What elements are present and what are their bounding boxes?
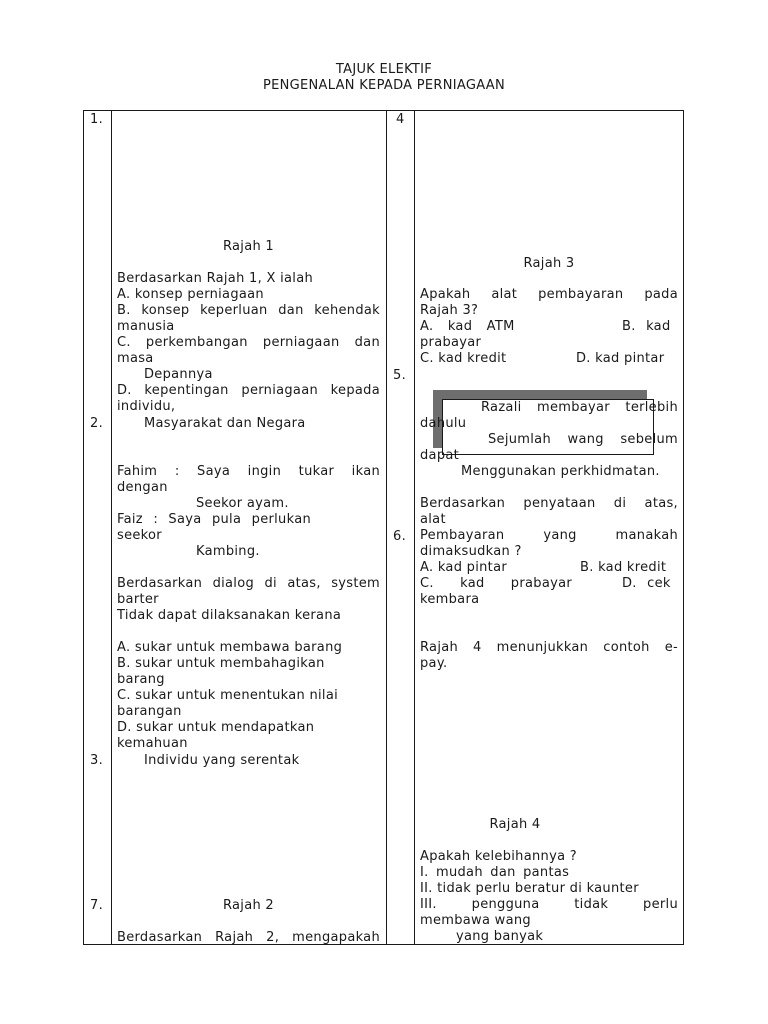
q2-option-a: A. sukar untuk membawa barang: [117, 640, 343, 655]
q5-stem-line2: alat: [420, 512, 446, 527]
q5-statement-line2: dahulu: [420, 416, 467, 431]
q1-stem: Berdasarkan Rajah 1, X ialah: [117, 271, 314, 286]
q5-option-c: C. kad prabayar: [420, 576, 572, 591]
q1-option-c-line3: Depannya: [144, 367, 213, 382]
q1-option-b-line2: manusia: [117, 319, 175, 334]
q5-option-d-line1: D. cek: [622, 576, 671, 591]
q1-option-d-line1: D. kepentingan perniagaan kepada: [117, 383, 380, 398]
q1-option-b-line1: B. konsep keperluan dan kehendak: [117, 303, 380, 318]
q5-option-d-line2: kembara: [420, 592, 480, 607]
q5-option-b: B. kad kredit: [580, 560, 667, 575]
q4-option-b-line1: B. kad: [622, 319, 671, 334]
q2-option-d-line2: kemahuan: [117, 736, 188, 751]
q4-option-d: D. kad pintar: [576, 351, 665, 366]
q2-stem-line3: Tidak dapat dilaksanakan kerana: [117, 608, 342, 623]
q1-option-c-line2: masa: [117, 351, 154, 366]
q1-option-c-line1: C. perkembangan perniagaan dan: [117, 335, 380, 350]
q2-option-d-line3: Individu yang serentak: [144, 753, 300, 768]
q5-statement-line1: Razali membayar terlebih: [481, 400, 678, 415]
column-divider-1: [111, 110, 112, 945]
q2-option-b-line2: barang: [117, 672, 165, 687]
q2-dialog-faiz-line1: Faiz : Saya pula perlukan: [117, 512, 311, 527]
q2-option-b-line1: B. sukar untuk membahagikan: [117, 656, 325, 671]
question-number-3: 3.: [90, 753, 104, 768]
q2-dialog-fahim-line1: Fahim : Saya ingin tukar ikan: [117, 464, 380, 479]
q6-statement-iii-line3: yang banyak: [456, 929, 544, 944]
q6-stem-line2: pay.: [420, 656, 448, 671]
q6-statement-iii-line1: III. pengguna tidak perlu: [420, 897, 678, 912]
q2-dialog-faiz-line3: Kambing.: [196, 544, 260, 559]
q5-stem-line1: Berdasarkan penyataan di atas,: [420, 496, 678, 511]
q4-stem-line1: Apakah alat pembayaran pada: [420, 287, 678, 302]
question-number-5: 5.: [393, 368, 407, 383]
q5-stem-line4: dimaksudkan ?: [420, 544, 522, 559]
q5-statement-line3: Sejumlah wang sebelum: [488, 432, 678, 447]
rajah-1-caption: Rajah 1: [222, 239, 275, 254]
q2-stem-line2: barter: [117, 592, 159, 607]
q6-statement-ii: II. tidak perlu beratur di kaunter: [420, 881, 639, 896]
q5-stem-line3: Pembayaran yang manakah: [420, 528, 678, 543]
q4-option-c: C. kad kredit: [420, 351, 507, 366]
q2-option-d-line1: D. sukar untuk mendapatkan: [117, 720, 315, 735]
rajah-3-caption: Rajah 3: [523, 256, 575, 271]
q2-dialog-fahim-line2: dengan: [117, 480, 168, 495]
q2-option-c-line1: C. sukar untuk menentukan nilai: [117, 688, 339, 703]
q5-statement-line4: dapat: [420, 448, 460, 463]
q6-statement-i: I. mudah dan pantas: [420, 865, 570, 880]
q2-stem-line1: Berdasarkan dialog di atas, system: [117, 576, 380, 591]
q2-dialog-faiz-line2: seekor: [117, 528, 162, 543]
q6-stem-line1: Rajah 4 menunjukkan contoh e-: [420, 640, 678, 655]
q5-statement-line5: Menggunakan perkhidmatan.: [461, 464, 660, 479]
document-title: TAJUK ELEKTIF: [335, 62, 433, 77]
q2-dialog-fahim-line3: Seekor ayam.: [196, 496, 289, 511]
q4-option-b-line2: prabayar: [420, 335, 482, 350]
rajah-4-caption: Rajah 4: [489, 817, 541, 832]
question-number-2: 2.: [90, 416, 104, 431]
question-number-6: 6.: [393, 529, 407, 544]
q2-option-c-line2: barangan: [117, 704, 182, 719]
q5-option-a: A. kad pintar: [420, 560, 507, 575]
q1-option-d-line2: individu,: [117, 399, 176, 414]
question-number-1: 1.: [90, 112, 104, 127]
document-subtitle: PENGENALAN KEPADA PERNIAGAAN: [262, 78, 506, 93]
question-number-4: 4: [396, 112, 405, 127]
q4-option-a: A. kad ATM: [420, 319, 515, 334]
rajah-2-caption: Rajah 2: [222, 898, 275, 913]
question-number-7: 7.: [90, 898, 104, 913]
q3-stem: Berdasarkan Rajah 2, mengapakah: [117, 930, 380, 945]
q1-option-d-line3: Masyarakat dan Negara: [144, 416, 306, 431]
column-divider-2: [386, 110, 387, 945]
q6-question: Apakah kelebihannya ?: [420, 849, 577, 864]
column-divider-3: [414, 110, 415, 945]
q1-option-a: A. konsep perniagaan: [117, 287, 264, 302]
q6-statement-iii-line2: membawa wang: [420, 913, 531, 928]
q4-stem-line2: Rajah 3?: [420, 303, 479, 318]
